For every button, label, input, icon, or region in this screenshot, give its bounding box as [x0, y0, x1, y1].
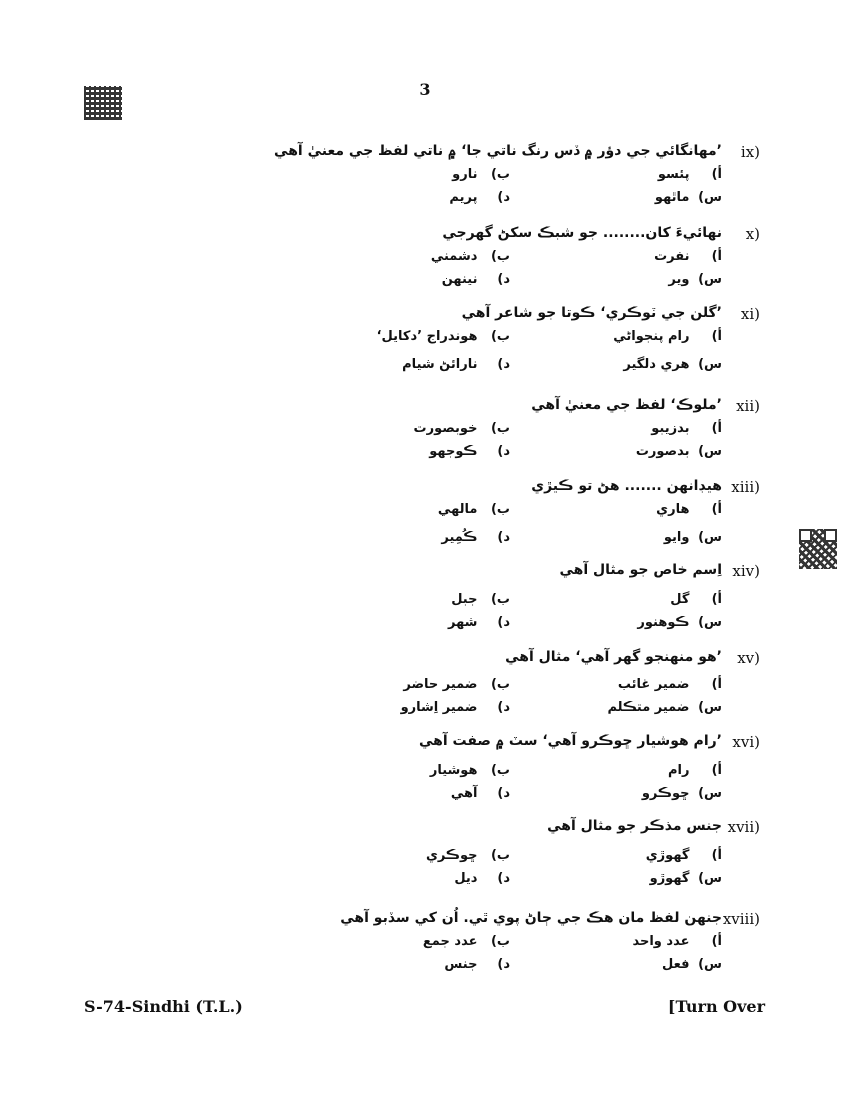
- option-d: د) شهر: [448, 615, 510, 630]
- page-number: 3: [419, 80, 431, 99]
- question-number: xii): [736, 397, 760, 415]
- option-c: س) ڇوڪرو: [641, 786, 722, 801]
- option-b: ب) مالهي: [437, 502, 510, 517]
- option-c: س) ضمير متڪلم: [607, 700, 722, 715]
- question-text: جنهن لفظ مان هڪ جي ڄاڻ پوي ٿي. اُن کي سڏبو آهي: [340, 910, 722, 926]
- option-b: ب) جبل: [451, 592, 510, 607]
- option-d: د) ضمير اِشارو: [400, 700, 510, 715]
- question-block: [240, 143, 760, 213]
- option-a: أ) ضمير غائب: [617, 677, 722, 692]
- qr-code-top-left-icon: [84, 86, 122, 120]
- question-number: xviii): [722, 910, 760, 928]
- turn-over-label: [Turn Over: [667, 997, 765, 1016]
- question-number: ix): [740, 143, 760, 161]
- option-d: د) ڪُمِير: [441, 530, 510, 545]
- question-text: هيڊانهن ....... هڻ تو ڪيڙي: [531, 478, 722, 494]
- question-number: xi): [740, 305, 760, 323]
- option-b: ب) خوبصورت: [413, 421, 510, 436]
- question-block: [240, 225, 760, 295]
- question-block: [240, 305, 760, 380]
- question-text: ’رام هوشيار ڇوڪرو آهي‘ سٽ ۾ صفت آهي: [418, 733, 722, 749]
- option-a: أ) رام: [668, 763, 722, 778]
- option-d: د) نينهن: [441, 272, 510, 287]
- option-d: د) نارائڻ شيام: [402, 357, 510, 372]
- question-block: [240, 397, 760, 467]
- option-c: س) بدصورت: [635, 444, 722, 459]
- option-c: س) گهوڙو: [649, 871, 722, 886]
- qr-code-right-icon: [799, 529, 837, 569]
- option-a: أ) عدد واحد: [632, 934, 722, 949]
- question-block: [240, 733, 760, 809]
- question-text: ’مهانگائي جي دؤر ۾ ڏس رنگ ناتي جا‘ ۾ ناتي لفظ جي معنيٰ آهي: [274, 143, 722, 159]
- question-number: xv): [737, 649, 760, 667]
- question-text: جنس مذڪر جو مثال آهي: [547, 818, 722, 834]
- option-a: أ) پئسو: [657, 167, 722, 182]
- option-b: ب) هوشيار: [429, 763, 510, 778]
- option-a: أ) بدزيبو: [651, 421, 722, 436]
- question-number: xiv): [732, 562, 760, 580]
- option-d: د) پريم: [449, 190, 510, 205]
- option-b: ب) هوندراج ’دکايل‘: [376, 329, 510, 344]
- option-b: ب) ڇوڪري: [425, 848, 510, 863]
- option-b: ب) نارو: [452, 167, 510, 182]
- question-number: xvii): [727, 818, 760, 836]
- paper-code: S-74-Sindhi (T.L.): [84, 997, 243, 1016]
- option-a: أ) هاري: [656, 502, 722, 517]
- option-c: س) فعل: [662, 957, 722, 972]
- question-block: [240, 478, 760, 553]
- option-d: د) ديل: [454, 871, 510, 886]
- option-a: أ) رام پنجواڻي: [613, 329, 722, 344]
- option-a: أ) گهوڙي: [645, 848, 722, 863]
- option-d: د) آهي: [450, 786, 510, 801]
- question-number: x): [745, 225, 760, 243]
- option-b: ب) عدد جمع: [422, 934, 510, 949]
- question-block: [240, 818, 760, 894]
- question-text: ’هو منهنجو گهر آهي‘ مثال آهي: [505, 649, 722, 665]
- question-text: ’گلن جي ٽوڪري‘ ڪوتا جو شاعر آهي: [461, 305, 722, 321]
- option-a: أ) نفرت: [654, 249, 722, 264]
- option-c: س) ڪوهنور: [637, 615, 722, 630]
- question-block: [240, 562, 760, 638]
- question-number: xvi): [732, 733, 760, 751]
- question-text: ’ملوڪ‘ لفظ جي معنيٰ آهي: [531, 397, 722, 413]
- option-a: أ) گل: [670, 592, 722, 607]
- question-block: [240, 649, 760, 723]
- question-text: اِسم خاص جو مثال آهي: [559, 562, 722, 578]
- option-b: ب) ضمير حاضر: [403, 677, 510, 692]
- option-c: س) ماٿهو: [654, 190, 722, 205]
- option-d: د) ڪوجهو: [429, 444, 510, 459]
- option-c: س) وايو: [663, 530, 722, 545]
- question-block: [240, 910, 760, 980]
- option-c: س) هري دلگير: [623, 357, 722, 372]
- question-text: نهائيءَ کان........ جو شبڪ سکڻ گهرجي: [442, 225, 722, 241]
- option-b: ب) دشمني: [430, 249, 510, 264]
- option-c: س) وير: [668, 272, 722, 287]
- question-number: xiii): [731, 478, 760, 496]
- option-d: د) جنس: [444, 957, 510, 972]
